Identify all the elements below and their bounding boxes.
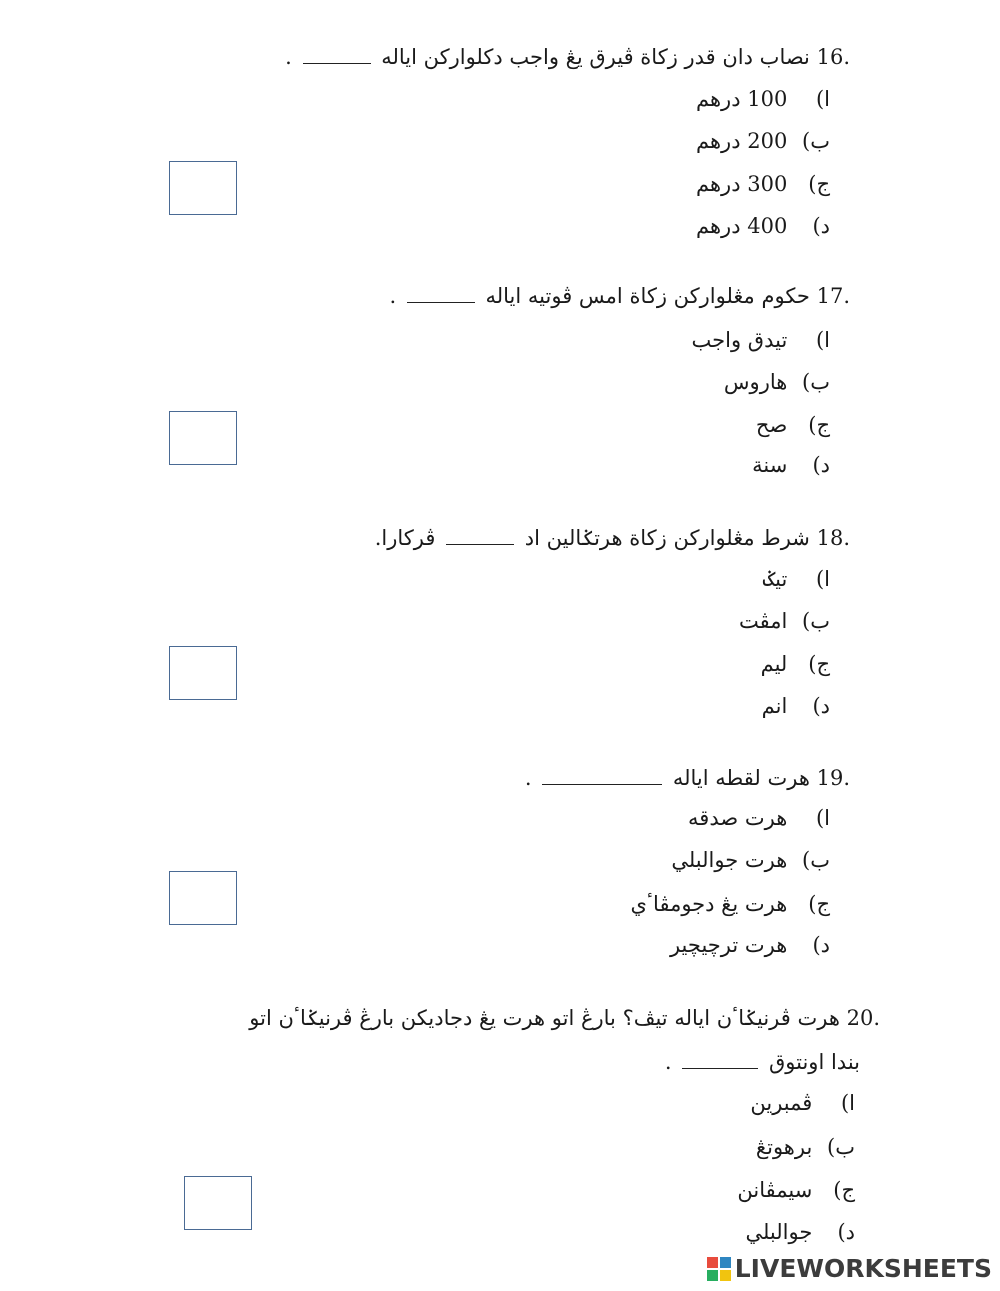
option-b [756,1133,855,1161]
option-letter: ب) [802,370,830,394]
answer-blank [446,544,514,545]
option-c [756,411,830,439]
option-c [696,170,830,198]
option-a [692,326,830,354]
option-c [630,890,830,918]
answer-blank [407,302,475,303]
question-number: 19. [816,766,850,790]
option-text: 400 درهم [696,214,788,238]
option-letter: د) [837,1220,855,1244]
option-d [696,212,830,240]
option-text: هرت جوالبلي [671,848,788,872]
question-prompt: نصاب دان قدر زكاة ڤيرق يڠ واجب دكلواركن اياله [381,45,810,69]
question-suffix: . [524,766,532,790]
option-text: تيدق واجب [691,328,788,352]
question-number: 20. [846,1006,880,1030]
option-text: هرت ترچيچير [669,933,788,957]
option-letter: ب) [802,848,830,872]
question-number: 16. [816,45,850,69]
answer-box-18[interactable] [169,646,237,700]
question-prompt: بندا اونتوق [768,1050,860,1074]
option-d [762,692,830,720]
brand-name: LIVEWORKSHEETS [734,1254,992,1283]
option-letter: د) [812,694,830,718]
option-a [763,565,830,593]
question-number: 18. [816,526,850,550]
question-suffix: ڤركارا. [374,526,436,550]
option-text: صح [755,413,788,437]
option-a [750,1089,855,1117]
question-suffix: . [389,284,397,308]
option-text: 300 درهم [696,172,788,196]
question-prompt: حكوم مڠلواركن زكاة امس ڤوتيه اياله [485,284,810,308]
option-text: هاروس [723,370,788,394]
option-letter: ج) [808,652,830,676]
option-letter: ا) [815,806,830,830]
answer-blank [542,784,662,785]
option-text: ڤمبرين [750,1091,813,1115]
option-letter: د) [812,453,830,477]
option-letter: ب) [827,1135,855,1159]
option-letter: ا) [815,87,830,111]
option-a [688,804,830,832]
question-text [525,764,850,792]
question-text [375,524,850,552]
answer-blank [303,63,371,64]
answer-box-16[interactable] [169,161,237,215]
option-letter: ا) [840,1091,855,1115]
question-text [389,282,850,310]
option-text: 100 درهم [696,87,788,111]
option-letter: ج) [808,172,830,196]
option-b [724,368,830,396]
option-b [739,607,830,635]
option-text: تيݢ [762,567,788,591]
option-text: برهوتڠ [755,1135,813,1159]
liveworksheets-logo [707,1254,992,1283]
answer-box-19[interactable] [169,871,237,925]
option-text: سنة [752,453,788,477]
question-prompt: هرت ڤرنيݢاٴن اياله تيڤ؟ بارڠ اتو هرت يڠ دجاديكن بارڠ ڤرنيݢاٴن اتو [249,1006,840,1030]
answer-box-17[interactable] [169,411,237,465]
option-text: هرت يڠ دجومڤاٴي [630,892,788,916]
option-b [671,846,830,874]
option-letter: ب) [802,609,830,633]
question-number: 17. [816,284,850,308]
option-letter: ج) [808,892,830,916]
option-text: امڤت [738,609,788,633]
question-text [285,43,850,71]
question-suffix: . [664,1050,672,1074]
option-letter: د) [812,933,830,957]
answer-box-20[interactable] [184,1176,252,1230]
option-d [745,1218,855,1246]
option-text: جوالبلي [745,1220,813,1244]
question-text [249,1004,880,1032]
question-text-continued [665,1048,860,1076]
option-letter: ا) [815,567,830,591]
option-letter: ب) [802,129,830,153]
option-text: انم [761,694,788,718]
option-a [696,85,830,113]
option-letter: ا) [815,328,830,352]
option-d [670,931,830,959]
question-prompt: شرط مڠلواركن زكاة هرتݢالين اد [524,526,810,550]
option-c [737,1176,855,1204]
option-b [696,127,830,155]
option-text: سيمڤانن [737,1178,813,1202]
option-text: هرت صدقه [688,806,788,830]
answer-blank [682,1068,758,1069]
question-prompt: هرت لقطه اياله [672,766,810,790]
option-d [752,451,830,479]
option-text: ليم [760,652,788,676]
option-c [761,650,830,678]
option-letter: ج) [833,1178,855,1202]
liveworksheets-icon [707,1257,731,1281]
question-suffix: . [285,45,292,69]
option-text: 200 درهم [696,129,788,153]
option-letter: د) [812,214,830,238]
option-letter: ج) [808,413,830,437]
